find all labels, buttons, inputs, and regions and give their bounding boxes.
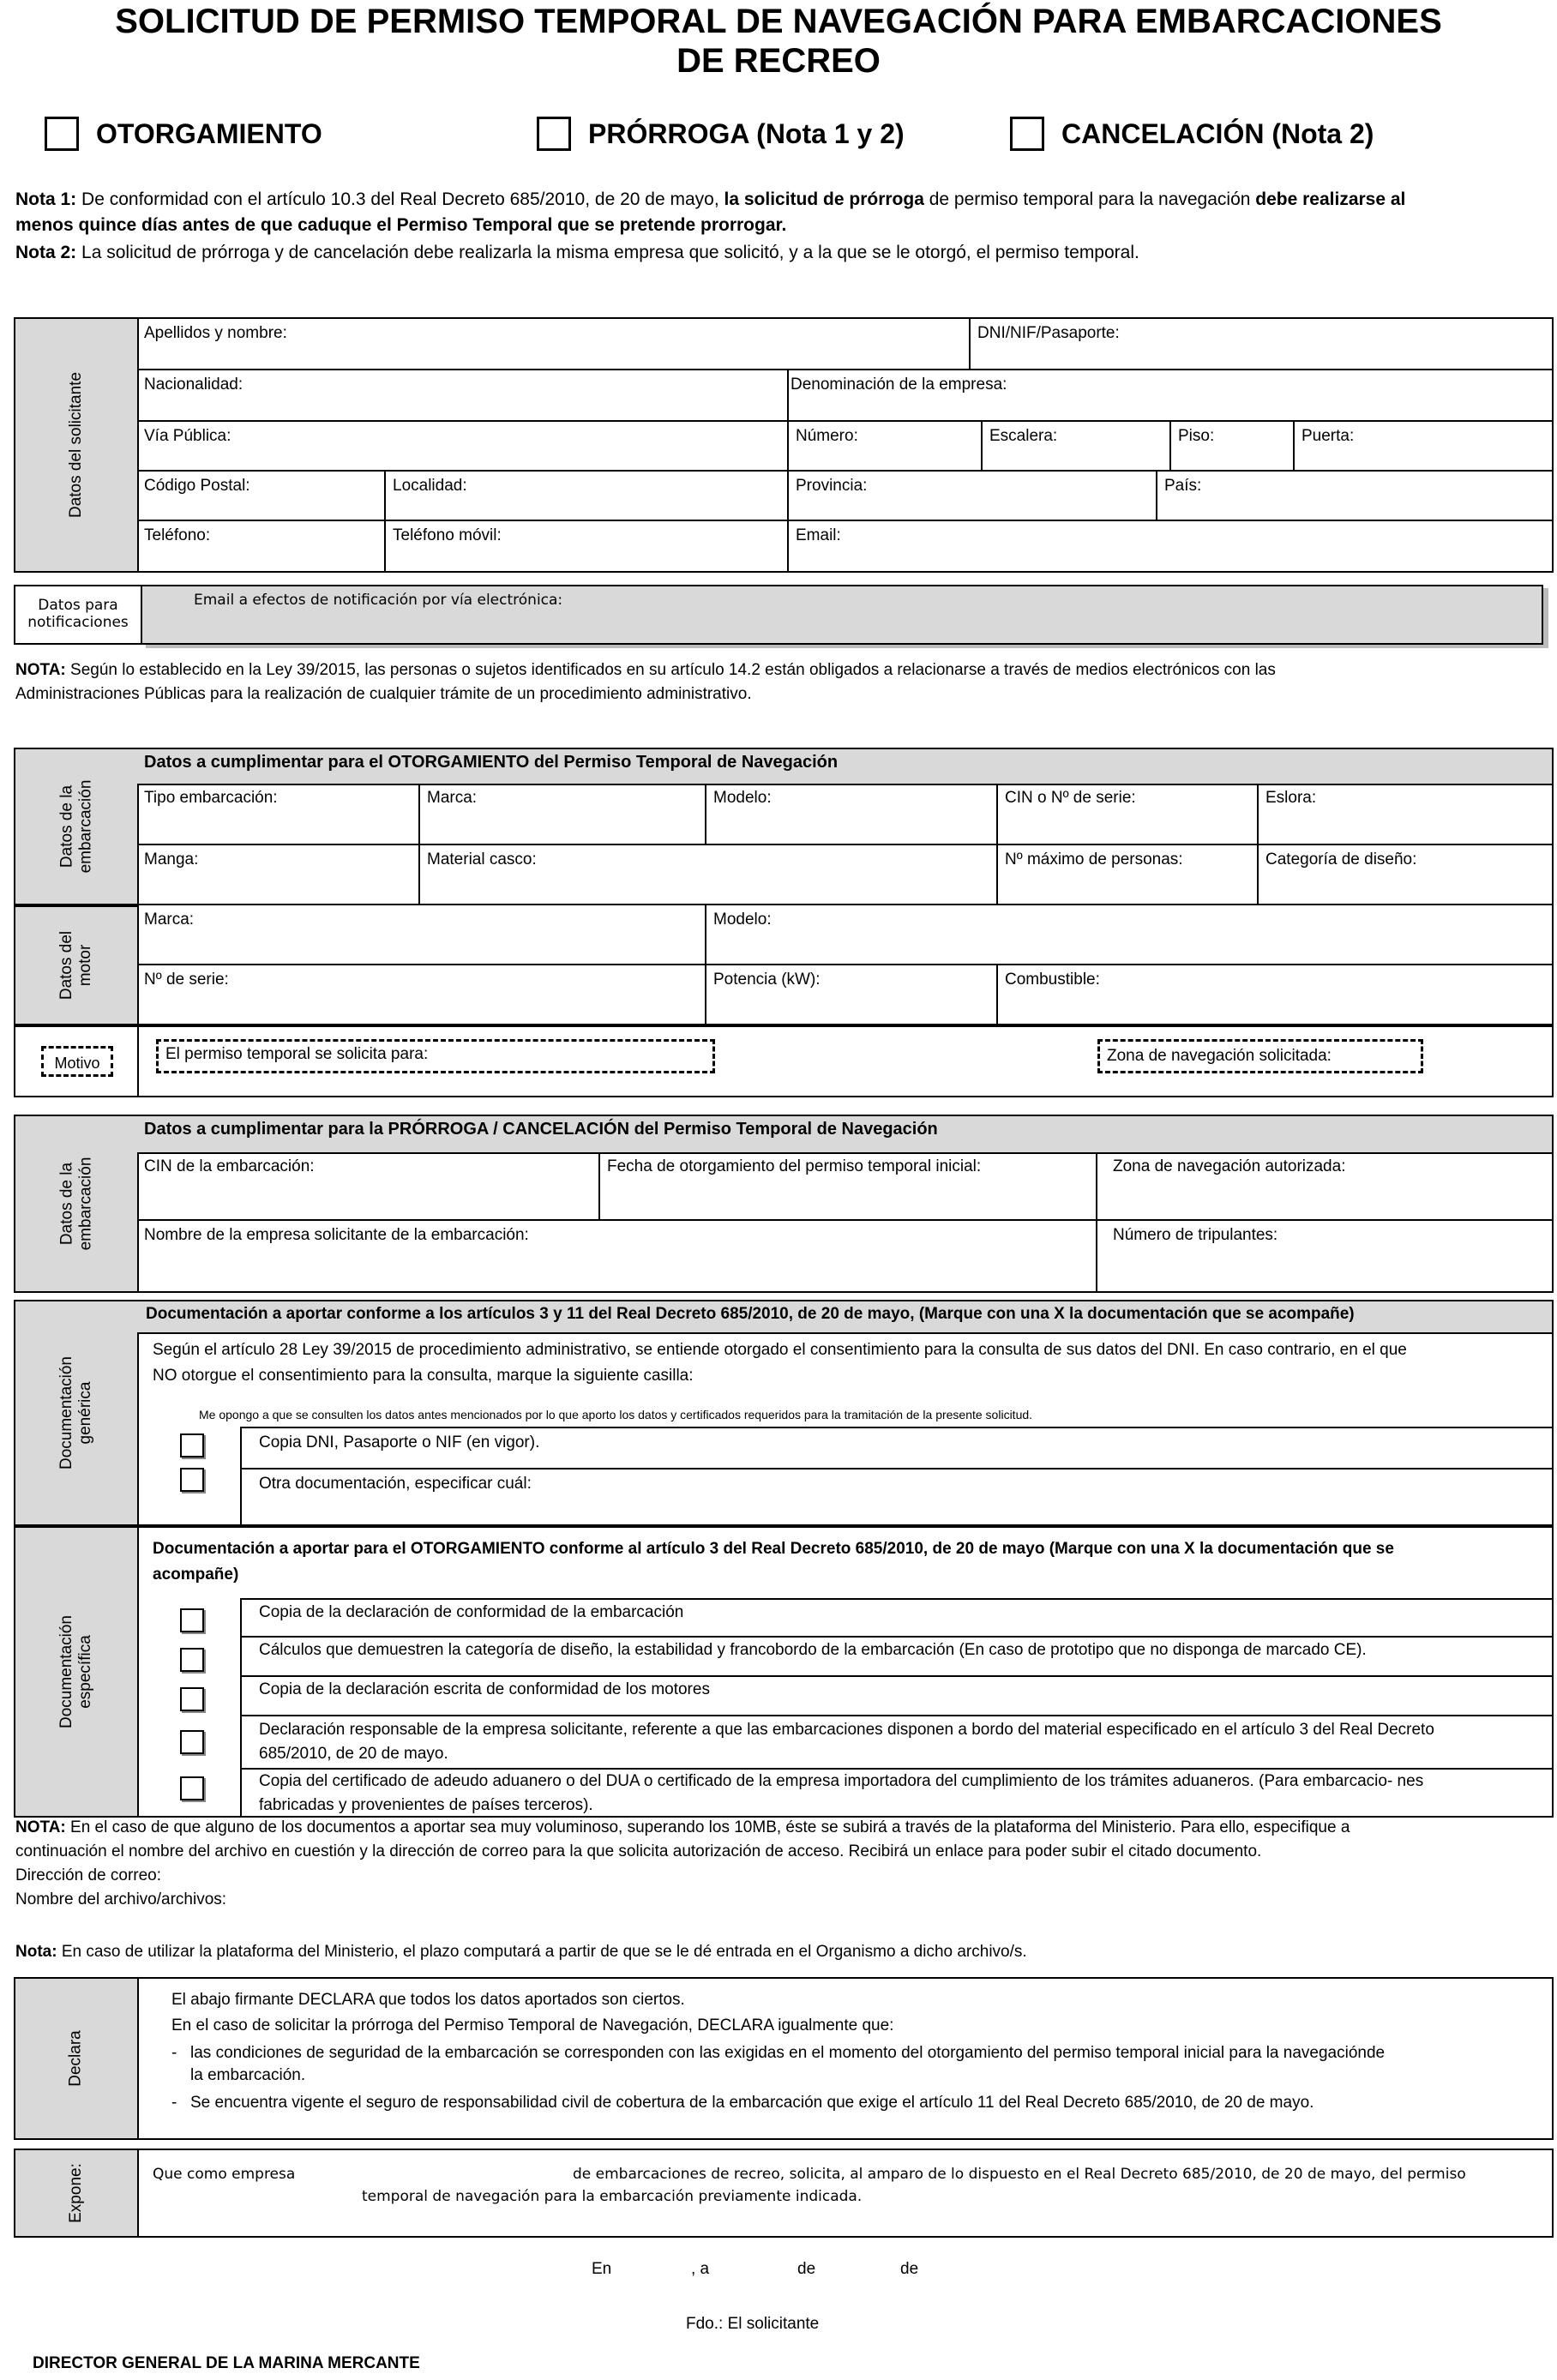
otorgamiento-grid [137, 784, 1554, 1025]
motivo-label: Motivo [41, 1046, 113, 1077]
prorroga-grid [137, 1152, 1554, 1293]
field-combustible[interactable]: Combustible: [1005, 971, 1100, 989]
declara-body: El abajo firmante DECLARA que todos los datos aportados son ciertos. En el caso de solicitar la prórroga del Permiso Temporal de Navegación, DECLARA igualmente que: - las condiciones de seguridad de la embarcación se corresponden con las exigidas en el momento del otorgamiento del permiso temporal inicial para la navegaciónde la embarcación. - Se encuentra vigente el seguro de responsabilidad civil de cobertura de la embarcación que exige el artículo 11 del Real Decreto 685/2010, de 20 de mayo. [137, 1977, 1554, 2140]
cancelacion-label: CANCELACIÓN (Nota 2) [1061, 117, 1374, 149]
field-eslora[interactable]: Eslora: [1259, 784, 1552, 845]
cancelacion-checkbox[interactable] [1010, 117, 1044, 151]
field-motor-modelo[interactable]: Modelo: [706, 905, 1552, 965]
field-cin[interactable]: CIN o Nº de serie: [998, 784, 1259, 845]
option-prorroga[interactable] [537, 117, 905, 151]
otorgamiento-label: OTORGAMIENTO [96, 117, 322, 149]
title-line-2: DE RECREO [676, 42, 881, 80]
zona-solicitada-field[interactable]: Zona de navegación solicitada: [1097, 1039, 1423, 1073]
field-movil[interactable]: Teléfono móvil: [386, 521, 789, 571]
field-potencia[interactable]: Potencia (kW): [706, 965, 998, 1024]
nota-ley: NOTA: Según lo establecido en la Ley 39/2015, las personas o sujetos identificados en su artículo 14.2 están obligados a relacionarse a través de medios electrónicos con las Administraciones Públicas para la realización de cualquier trámite de un procedimiento administrativo. [15, 661, 1276, 703]
field-tipo[interactable]: Tipo embarcación: [137, 784, 420, 845]
especifica-checkbox-2[interactable] [180, 1648, 204, 1672]
firma-en: En [592, 2260, 612, 2278]
doc-generica-side: Documentación genérica [14, 1300, 139, 1526]
doc-especifica-item: Copia del certificado de adeudo aduanero o del DUA o certificado de la empresa importadora del cumplimiento de los trámites aduaneros. (Para embarcacio- nes fabricadas y provenientes de países terceros). [259, 1772, 1424, 1814]
option-cancelacion[interactable] [1010, 117, 1374, 151]
especifica-checkbox-1[interactable] [180, 1608, 204, 1632]
doc-especifica-body [137, 1526, 1554, 1818]
prorroga-label: PRÓRROGA (Nota 1 y 2) [588, 117, 905, 149]
especifica-checkbox-3[interactable] [180, 1687, 204, 1711]
generica-checkbox-otra[interactable] [180, 1468, 204, 1492]
permiso-para-field[interactable]: El permiso temporal se solicita para: [156, 1039, 715, 1073]
firma-solicitante: Fdo.: El solicitante [686, 2315, 820, 2333]
doc-especifica-item: Declaración responsable de la empresa solicitante, referente a que las embarcaciones disponen a bordo del material especificado en el artículo 3 del Real Decreto 685/2010, de 20 de mayo. [242, 1716, 1554, 1770]
nota-2: Nota 2: La solicitud de prórroga y de cancelación debe realizarla la misma empresa que solicitó, y a la que se le otorgó, el permiso temporal. [15, 243, 1139, 262]
field-localidad[interactable]: Localidad: [386, 472, 789, 521]
field-dni[interactable]: DNI/NIF/Pasaporte: [971, 319, 1552, 370]
prorroga-checkbox[interactable] [537, 117, 571, 151]
title-line-1: SOLICITUD DE PERMISO TEMPORAL DE NAVEGACIÓN PARA EMBARCACIONES [115, 3, 1442, 40]
expone-body: Que como empresa de embarcaciones de recreo, solicita, al amparo de lo dispuesto en el Real Decreto 685/2010, de 20 de mayo, del permiso temporal de navegación para la embarcación previamente indicada. [137, 2149, 1554, 2238]
notificaciones-email-field[interactable]: Email a efectos de notificación por vía electrónica: [141, 585, 1543, 645]
director-general: DIRECTOR GENERAL DE LA MARINA MERCANTE [33, 2354, 420, 2372]
motivo-side [14, 1025, 139, 1097]
prorroga-side: Datos de la embarcación [14, 1115, 139, 1293]
nota-archivo: NOTA: En el caso de que alguno de los documentos a aportar sea muy voluminoso, superando los 10MB, éste se subirá a través de la plataforma del Ministerio. Para ello, especifique a continuación el nombre del archivo en cuestión y la dirección de correo para la que solicita autorización de acceso. Recibirá un enlace para poder subir el citado documento. Dirección de correo: Nombre del archivo/archivos: [15, 1816, 1542, 1912]
field-nacionalidad[interactable]: Nacionalidad: [137, 370, 789, 422]
field-numero[interactable]: Número: [789, 422, 983, 472]
field-categoria[interactable]: Categoría de diseño: [1259, 845, 1552, 905]
doc-especifica-side: Documentación específica [14, 1526, 139, 1818]
doc-especifica-list [240, 1598, 1552, 1818]
field-modelo[interactable]: Modelo: [706, 784, 998, 845]
embarcacion-side: Datos de la embarcación [14, 748, 139, 905]
expone-side: Expone: [14, 2149, 139, 2238]
doc-generica-header: Documentación a aportar conforme a los artículos 3 y 11 del Real Decreto 685/2010, de 20 de mayo, (Marque con una X la documentación que se acompañe) [137, 1300, 1554, 1334]
field-apellidos[interactable]: Apellidos y nombre: [137, 319, 971, 370]
declara-side: Declara [14, 1977, 139, 2140]
doc-especifica-item: Copia de la declaración escrita de conformidad de los motores [242, 1677, 1554, 1716]
nota-1: Nota 1: De conformidad con el artículo 10.3 del Real Decreto 685/2010, de 20 de mayo, la solicitud de prórroga de permiso temporal para la navegación debe realizarse al menos quince días antes de que caduque el Permiso Temporal que se pretende prorrogar. [15, 189, 1406, 235]
doc-especifica-item: Cálculos que demuestren la categoría de diseño, la estabilidad y francobordo de la embarcación (En caso de prototipo que no disponga de marcado CE). [242, 1638, 1554, 1677]
firma-de-1: de [797, 2260, 816, 2278]
field-tripulantes[interactable]: Número de tripulantes: [1113, 1226, 1278, 1244]
field-empresa-solicitante[interactable]: Nombre de la empresa solicitante de la embarcación: [137, 1221, 1097, 1291]
notificaciones-side: Datos para notificaciones [14, 585, 142, 645]
doc-generica-body: Según el artículo 28 Ley 39/2015 de procedimiento administrativo, se entiende otorgado el consentimiento para la consulta de sus datos del DNI. En caso contrario, en el que NO otorgue el consentimiento para la consulta, marque la siguiente casilla: Me opongo a que se consulten los datos antes mencionados por lo que aporto los datos y certificados requeridos para la tramitación de la presente solicitud. Copia DNI, Pasaporte o NIF (en vigor). Otra documentación, especificar cuál: [137, 1332, 1554, 1526]
field-email[interactable]: Email: [796, 526, 841, 544]
field-cp[interactable]: Código Postal: [137, 472, 386, 521]
otorgamiento-header: Datos a cumplimentar para el OTORGAMIENTO del Permiso Temporal de Navegación [137, 748, 1554, 785]
firma-a: , a [691, 2260, 710, 2278]
field-zona-autorizada[interactable]: Zona de navegación autorizada: [1097, 1152, 1552, 1221]
field-escalera[interactable]: Escalera: [983, 422, 1171, 472]
field-fecha-otorgamiento[interactable]: Fecha de otorgamiento del permiso temporal inicial: [600, 1152, 1097, 1221]
field-denominacion[interactable]: Denominación de la empresa: [789, 370, 1552, 422]
field-motor-serie[interactable]: Nº de serie: [137, 965, 706, 1024]
doc-especifica-item: Copia de la declaración de conformidad de la embarcación [242, 1600, 1554, 1638]
field-puerta[interactable]: Puerta: [1295, 422, 1552, 472]
field-motor-marca[interactable]: Marca: [137, 905, 706, 965]
field-manga[interactable]: Manga: [137, 845, 420, 905]
generica-checkbox-dni[interactable] [180, 1433, 204, 1457]
field-max-personas[interactable]: Nº máximo de personas: [998, 845, 1259, 905]
opongo-text: Me opongo a que se consulten los datos antes mencionados por lo que aporto los datos y certificados requeridos para la tramitación de la presente solicitud. [199, 1408, 1033, 1421]
motor-side: Datos del motor [14, 905, 139, 1025]
doc-generica-item: Copia DNI, Pasaporte o NIF (en vigor). [242, 1428, 1554, 1469]
field-material[interactable]: Material casco: [420, 845, 998, 905]
field-cin-embarcacion[interactable]: CIN de la embarcación: [137, 1152, 600, 1221]
field-pais[interactable]: País: [1157, 472, 1552, 521]
field-via[interactable]: Vía Pública: [137, 422, 789, 472]
solicitante-grid [137, 317, 1554, 573]
especifica-checkbox-5[interactable] [180, 1776, 204, 1800]
direccion-correo-label: Dirección de correo: [15, 1866, 162, 1884]
solicitante-side: Datos del solicitante [14, 317, 139, 573]
doc-especifica-header: Documentación a aportar para el OTORGAMIENTO conforme al artículo 3 del Real Decreto 685/2010, de 20 de mayo (Marque con una X la documentación que se acompañe) [153, 1540, 1394, 1584]
motivo-row [137, 1025, 1554, 1097]
firma-de-2: de [900, 2260, 919, 2278]
page-title [0, 2, 1557, 81]
field-piso[interactable]: Piso: [1171, 422, 1295, 472]
nombre-archivo-label: Nombre del archivo/archivos: [15, 1890, 227, 1908]
field-marca[interactable]: Marca: [420, 784, 706, 845]
especifica-checkbox-4[interactable] [180, 1730, 204, 1754]
field-provincia[interactable]: Provincia: [789, 472, 1157, 521]
nota-plazo: Nota: En caso de utilizar la plataforma del Ministerio, el plazo computará a partir de que se le dé entrada en el Organismo a dicho archivo/s. [15, 1943, 1027, 1961]
doc-generica-list [240, 1427, 1552, 1524]
prorroga-header: Datos a cumplimentar para la PRÓRROGA / CANCELACIÓN del Permiso Temporal de Navegación [137, 1115, 1554, 1154]
doc-generica-item: Otra documentación, especificar cuál: [259, 1475, 532, 1493]
otorgamiento-checkbox[interactable] [45, 117, 79, 151]
option-otorgamiento[interactable] [45, 117, 322, 151]
field-telefono[interactable]: Teléfono: [137, 521, 386, 571]
